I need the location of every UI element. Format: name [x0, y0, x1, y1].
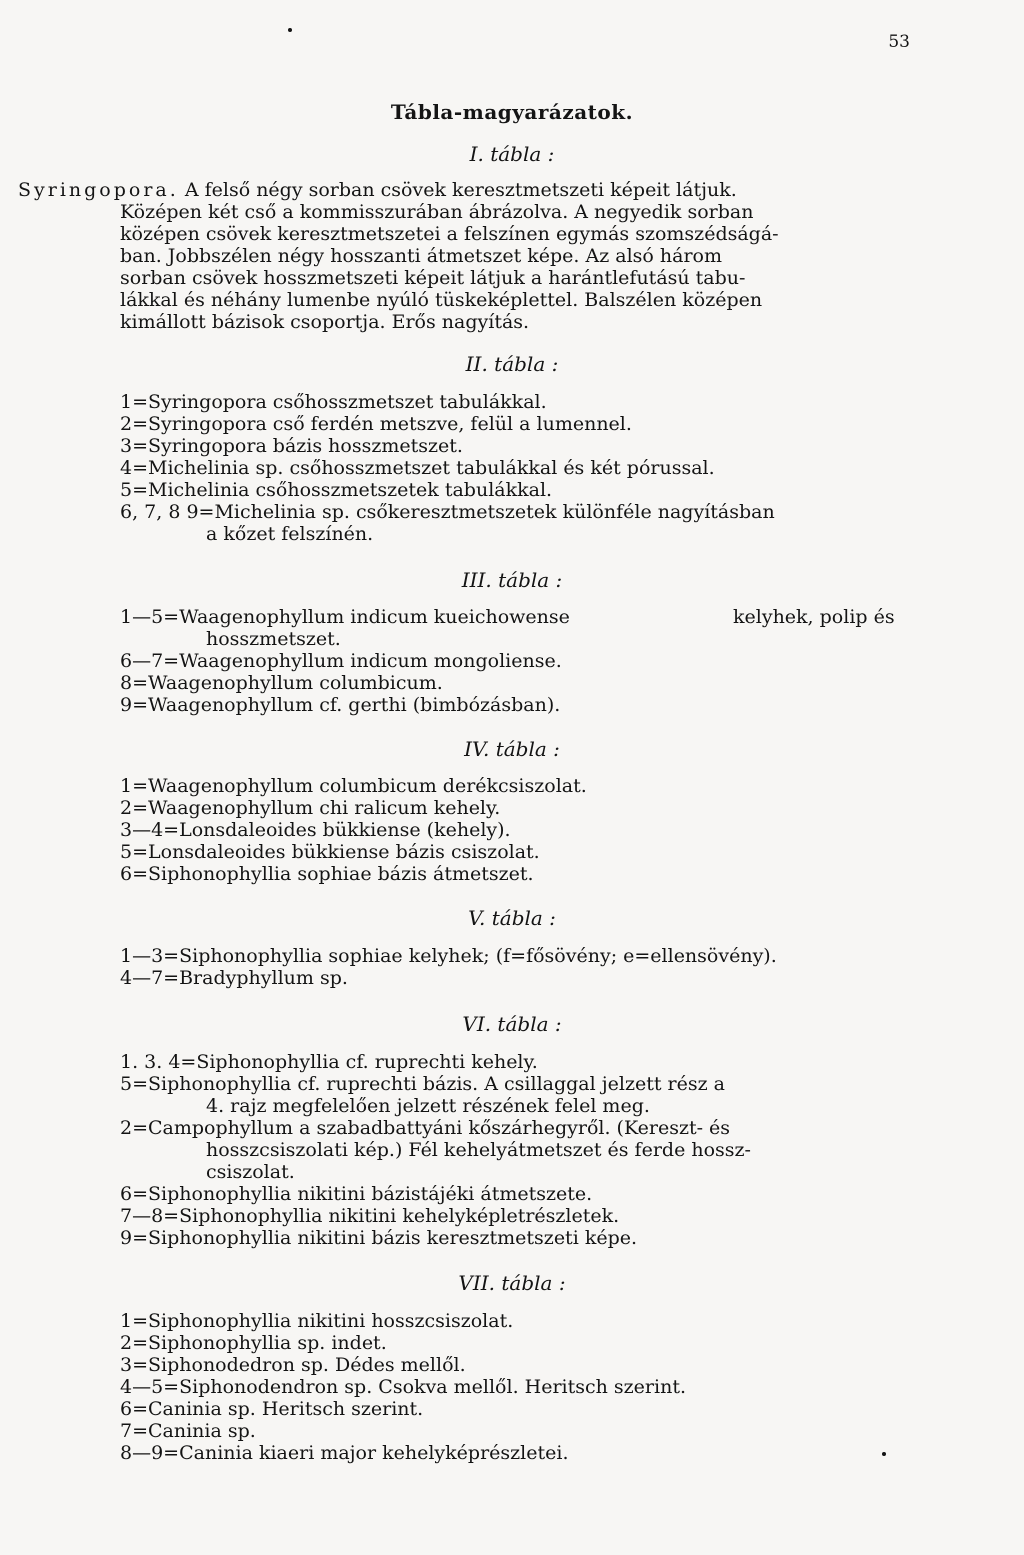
text-line: 1=Waagenophyllum columbicum derékcsiszolat. — [120, 775, 587, 797]
speck — [288, 28, 292, 32]
text-line: csiszolat. — [206, 1161, 295, 1183]
text-line: 8=Waagenophyllum columbicum. — [120, 672, 443, 694]
text-line: 4—7=Bradyphyllum sp. — [120, 967, 348, 989]
text-line: sorban csövek hosszmetszeti képeit látjuk a harántlefutású tabu- — [120, 267, 746, 289]
page-number: 53 — [888, 32, 910, 52]
text-line: 1—5=Waagenophyllum indicum kueichowense — [120, 606, 570, 628]
text-line: 1=Syringopora csőhosszmetszet tabulákkal. — [120, 391, 547, 413]
section-heading: IV. tábla : — [464, 737, 560, 761]
text-line: a kőzet felszínén. — [206, 523, 374, 545]
text-line: 8—9=Caninia kiaeri major kehelyképrészletei. — [120, 1442, 569, 1464]
text-line: 2=Siphonophyllia sp. indet. — [120, 1332, 387, 1354]
text-line: 7=Caninia sp. — [120, 1420, 256, 1442]
text-line: 5=Michelinia csőhosszmetszetek tabulákkal. — [120, 479, 553, 501]
text-line: 2=Waagenophyllum chi ralicum kehely. — [120, 797, 501, 819]
section-heading: III. tábla : — [461, 568, 563, 592]
text-line: 6—7=Waagenophyllum indicum mongoliense. — [120, 650, 562, 672]
text-line: 4. rajz megfelelően jelzett részének felel meg. — [206, 1095, 650, 1117]
text-line: 1. 3. 4=Siphonophyllia cf. ruprechti kehely. — [120, 1051, 538, 1073]
section-heading: V. tábla : — [468, 906, 556, 930]
text-line: 2=Campophyllum a szabadbattyáni kőszárhegyről. (Kereszt- és — [120, 1117, 731, 1139]
text-line: 9=Siphonophyllia nikitini bázis keresztmetszeti képe. — [120, 1227, 638, 1249]
text-line: lákkal és néhány lumenbe nyúló tüskeképlettel. Balszélen középen — [120, 289, 763, 311]
text-line: hosszcsiszolati kép.) Fél kehelyátmetszet és ferde hossz- — [206, 1139, 751, 1161]
text-line: kelyhek, polip és — [733, 606, 895, 628]
section-heading: I. tábla : — [469, 142, 555, 166]
text-line: 3=Siphonodedron sp. Dédes mellől. — [120, 1354, 466, 1376]
text-line: 5=Lonsdaleoides bükkiense bázis csiszolat. — [120, 841, 540, 863]
text-line: 7—8=Siphonophyllia nikitini kehelyképletrészletek. — [120, 1205, 620, 1227]
speck — [882, 1452, 886, 1456]
text-line: 2=Syringopora cső ferdén metszve, felül a lumennel. — [120, 413, 632, 435]
text-line: hosszmetszet. — [206, 628, 341, 650]
line-text: A felső négy sorban csövek keresztmetszeti képeit látjuk. — [178, 179, 737, 201]
text-line: 3=Syringopora bázis hosszmetszet. — [120, 435, 463, 457]
text-line: kimállott bázisok csoportja. Erős nagyítás. — [120, 311, 530, 333]
text-line: 6, 7, 8 9=Michelinia sp. csőkeresztmetszetek különféle nagyításban — [120, 501, 775, 523]
text-line: 9=Waagenophyllum cf. gerthi (bimbózásban). — [120, 694, 561, 716]
genus-name: Syringopora. — [18, 179, 179, 201]
text-line: 1—3=Siphonophyllia sophiae kelyhek; (f=fősövény; e=ellensövény). — [120, 945, 777, 967]
text-line: 4—5=Siphonodendron sp. Csokva mellől. Heritsch szerint. — [120, 1376, 687, 1398]
section-heading: II. tábla : — [465, 352, 559, 376]
text-line: 5=Siphonophyllia cf. ruprechti bázis. A csillaggal jelzett rész a — [120, 1073, 725, 1095]
text-line: 6=Siphonophyllia nikitini bázistájéki átmetszete. — [120, 1183, 593, 1205]
text-line: középen csövek keresztmetszetei a felszínen egymás szomszédságá- — [120, 223, 779, 245]
text-line: Középen két cső a kommisszurában ábrázolva. A negyedik sorban — [120, 201, 754, 223]
text-line: 6=Caninia sp. Heritsch szerint. — [120, 1398, 424, 1420]
section-heading: VI. tábla : — [462, 1012, 562, 1036]
text-line: ban. Jobbszélen négy hosszanti átmetszet képe. Az alsó három — [120, 245, 722, 267]
text-line — [18, 179, 737, 201]
text-line: 4=Michelinia sp. csőhosszmetszet tabulákkal és két pórussal. — [120, 457, 715, 479]
text-line: 3—4=Lonsdaleoides bükkiense (kehely). — [120, 819, 511, 841]
text-line: 1=Siphonophyllia nikitini hosszcsiszolat. — [120, 1310, 514, 1332]
text-line: 6=Siphonophyllia sophiae bázis átmetszet. — [120, 863, 534, 885]
section-heading: VII. tábla : — [458, 1271, 566, 1295]
page-title: Tábla-magyarázatok. — [390, 100, 634, 124]
